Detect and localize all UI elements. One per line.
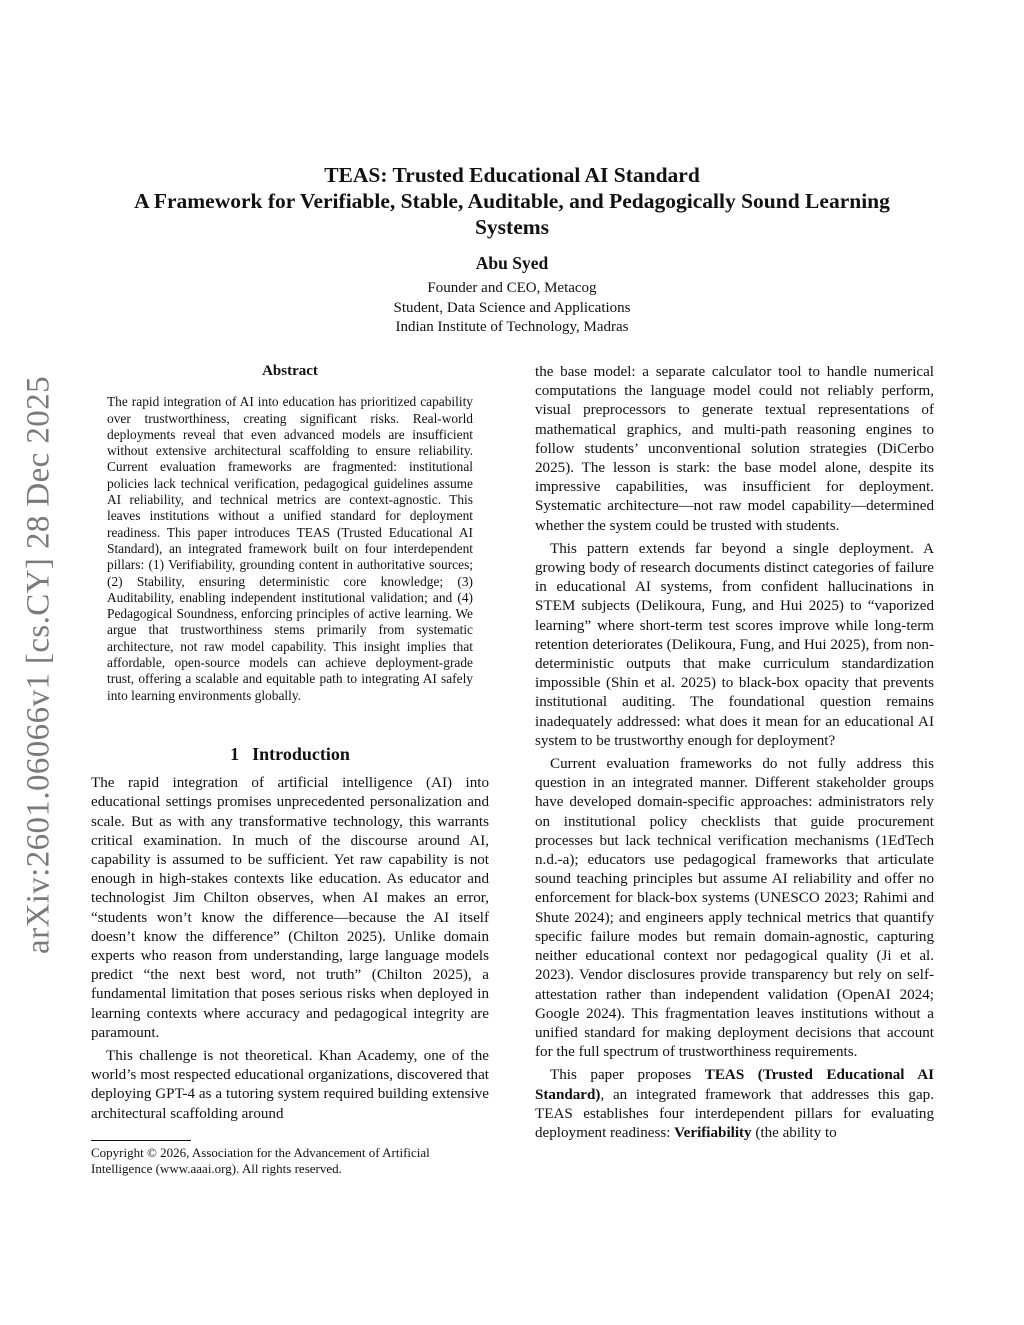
intro-paragraph: Current evaluation frameworks do not fully address this question in an integrated manner. Different stakeholder groups have developed domain-specific approaches: administrators rely on institutional policy checklists that guide procurement processes but lack technical verification mechanisms (1EdTech n.d.-a); educators use pedagogical frameworks that articulate sound teaching principles but assume AI reliability and offer no enforcement for black-box systems (UNESCO 2023; Rahimi and Shute 2024); and engineers apply technical metrics that quantify specific failure modes but remain domain-agnostic, capturing neither educational context nor pedagogical quality (Ji et al. 2023). Vendor disclosures provide transparency but rely on self-attestation rather than independent validation (OpenAI 2024; Google 2024). This fragmentation leaves institutions without a unified standard for making deployment decisions that account for the full spectrum of trustworthiness requirements.	[535, 756, 934, 1061]
arxiv-identifier-stamp	[14, 370, 64, 960]
arxiv-identifier-text: arXiv:2601.06066v1 [cs.CY] 28 Dec 2025	[20, 376, 57, 954]
author-name: Abu Syed	[475, 253, 549, 273]
proposal-tail: (the ability to	[751, 1124, 837, 1141]
intro-paragraph: the base model: a separate calculator tool to handle numerical computations the language model could not reliably perform, visual preprocessors to generate textual representations of mathematical graphics, and multi-path reasoning engines to follow students’ unconventional solution strategies (DiCerbo 2025). The lesson is stark: the base model alone, despite its impressive capabilities, was insufficient for deployment. Systematic architecture—not raw model capability—determined whether the system could be trusted with students.	[535, 364, 934, 534]
intro-paragraph-proposal	[535, 1066, 934, 1143]
affiliation-line: Indian Institute of Technology, Madras	[395, 319, 629, 335]
right-column	[535, 363, 934, 1143]
section-number: 1	[230, 743, 240, 764]
copyright-footnote	[91, 1140, 489, 1177]
affiliation-line: Student, Data Science and Applications	[393, 299, 631, 316]
abstract-heading: Abstract	[262, 363, 318, 379]
section-title: Introduction	[252, 743, 350, 764]
copyright-text: Copyright © 2026, Association for the Advancement of Artificial Intelligence (www.aaai.org). All rights reserved.	[91, 1145, 430, 1176]
author-affiliations	[80, 279, 944, 338]
intro-paragraph: This pattern extends far beyond a single deployment. A growing body of research documents distinct categories of failure in educational AI systems, from confident hallucinations in STEM subjects (Delikoura, Fung, and Hui 2025) to “vaporized learning” where short-term test scores improve while long-term retention deteriorates (Delikoura, Fung, and Hui 2025), from non-deterministic outputs that make curriculum standardization impossible (Shin et al. 2025) to black-box opacity that prevents institutional auditing. The foundational question remains inadequately addressed: what does it mean for an educational AI system to be trustworthy enough for deployment?	[535, 540, 934, 749]
section-heading-introduction	[91, 745, 489, 764]
intro-paragraph: This challenge is not theoretical. Khan Academy, one of the world’s most respected educational organizations, discovered that deploying GPT-4 as a tutoring system required building extensive architectural scaffolding around	[91, 1047, 489, 1122]
title-line-3: Systems	[474, 215, 550, 239]
abstract-text: The rapid integration of AI into education has prioritized capability over trustworthiness, creating significant risks. Real-world deployments reveal that even advanced models are insufficient without extensive architectural scaffolding to ensure reliability. Current evaluation frameworks are fragmented: institutional policies lack technical verification, pedagogical guidelines assume AI reliability, and technical metrics are context-agnostic. This leaves institutions without a unified standard for deployment readiness. This paper introduces TEAS (Trusted Educational AI Standard), an integrated framework built on four interdependent pillars: (1) Verifiability, grounding content in authoritative sources; (2) Stability, ensuring deterministic core knowledge; (3) Auditability, enabling independent institutional validation; and (4) Pedagogical Soundness, enforcing principles of active learning. We argue that trustworthiness stems primarily from systematic architecture, not raw model capability. This insight implies that affordable, open-source models can achieve deployment-grade trust, offering a scalable and equitable path to integrating AI safely into learning environments globally.	[107, 394, 473, 703]
paper-header	[80, 162, 944, 338]
verifiability-bold-term: Verifiability	[674, 1124, 752, 1141]
proposal-middle: , an integrated framework that addresses this gap. TEAS establishes four interdependent pillars for evaluating deployment readiness:	[535, 1086, 934, 1141]
teas-bold-term: TEAS (Trusted Educational AI Standard)	[535, 1067, 934, 1103]
intro-paragraph: The rapid integration of artificial intelligence (AI) into educational settings promises unprecedented personalization and scale. But as with any transformative technology, this warrants critical examination. In much of the discourse around AI, capability is assumed to be sufficient. Yet raw capability is not enough in high-stakes contexts like education. As educator and technologist Jim Chilton observes, when AI makes an error, “students won’t know the difference—because the AI itself doesn’t know the difference” (Chilton 2025). Unlike domain experts who reason from understanding, large language models predict “the next best word, not truth” (Chilton 2025), a fundamental limitation that poses serious risks when deployed in learning contexts where accuracy and pedagogical integrity are paramount.	[91, 775, 489, 1041]
title-line-2: A Framework for Verifiable, Stable, Auditable, and Pedagogically Sound Learning	[134, 189, 890, 213]
left-column	[91, 363, 489, 1124]
proposal-lead: This paper proposes	[550, 1067, 705, 1084]
abstract-block	[107, 363, 473, 704]
affiliation-line: Founder and CEO, Metacog	[427, 280, 597, 296]
paper-title	[80, 162, 944, 240]
title-line-1: TEAS: Trusted Educational AI Standard	[324, 163, 700, 187]
footnote-rule	[91, 1140, 191, 1141]
